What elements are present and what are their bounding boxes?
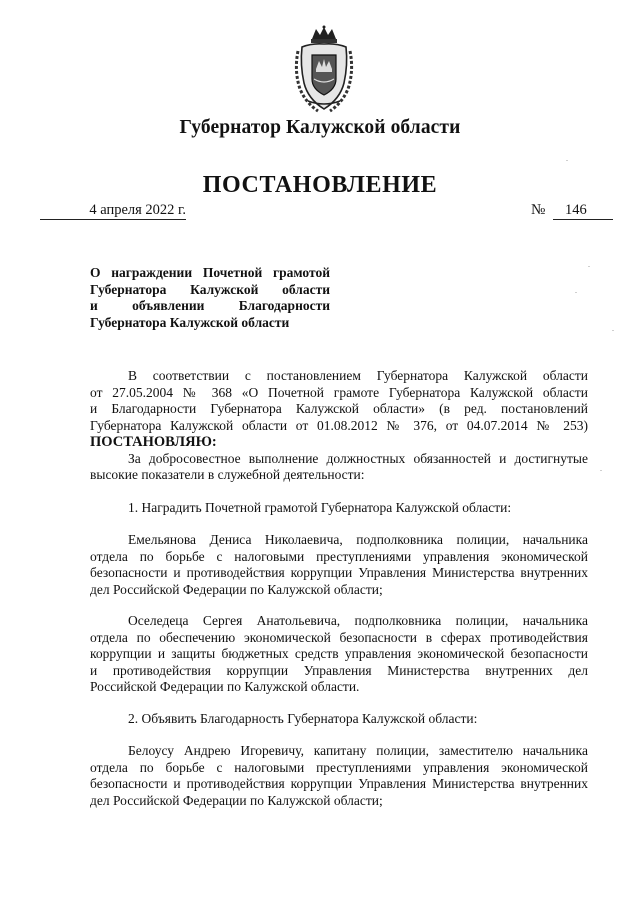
number-label: № xyxy=(531,202,546,218)
item-heading: 2. Объявить Благодарность Губернатора Калужской области: xyxy=(128,711,478,726)
paragraph-line: Российской Федерации по Калужской области. xyxy=(90,679,360,694)
subject-line: и объявлении Благодарности xyxy=(90,298,330,313)
paragraph-line: и противодействия коррупции Управления Министерства внутренних дел xyxy=(90,662,588,678)
item-heading: 1. Наградить Почетной грамотой Губернатора Калужской области: xyxy=(128,500,512,515)
document-type: ПОСТАНОВЛЕНИЕ xyxy=(202,172,438,198)
paragraph-line: безопасности и противодействия коррупции Управления Министерства внутренних xyxy=(90,776,588,791)
kaluga-coat-of-arms-icon xyxy=(292,25,356,113)
scan-speck xyxy=(566,160,568,161)
reason-line: За добросовестное выполнение должностных обязанностей и достигнутые xyxy=(128,450,588,466)
paragraph-line: коррупции и защиты бюджетных средств управления экономической безопасности xyxy=(90,646,588,661)
decree-word: ПОСТАНОВЛЯЮ: xyxy=(90,434,217,450)
authority-title: Губернатор Калужской области xyxy=(179,117,461,138)
preamble-line: и Благодарности Губернатора Калужской области» (в ред. постановлений xyxy=(90,401,588,416)
document-number: 146 xyxy=(553,202,613,220)
paragraph-line: Емельянова Дениса Николаевича, подполковника полиции, начальника xyxy=(128,532,588,547)
paragraph-line: дел Российской Федерации по Калужской области; xyxy=(90,792,383,808)
subject-line: О награждении Почетной грамотой xyxy=(90,265,330,280)
paragraph-line: отдела по борьбе с налоговыми преступлениями управления экономической xyxy=(90,759,588,775)
paragraph-line: дел Российской Федерации по Калужской области; xyxy=(90,581,383,597)
preamble-line: от 27.05.2004 № 368 «О Почетной грамоте Губернатора Калужской области xyxy=(90,384,588,400)
scan-speck xyxy=(588,266,590,267)
subject-line: Губернатора Калужской области xyxy=(90,314,290,330)
preamble-line: Губернатора Калужской области от 01.08.2012 № 376, от 04.07.2014 № 253) xyxy=(90,417,588,433)
document-date: 4 апреля 2022 г. xyxy=(40,202,186,220)
scan-speck xyxy=(600,470,602,471)
paragraph-line: Оселедеца Сергея Анатольевича, подполковника полиции, начальника xyxy=(128,613,588,628)
preamble-line: В соответствии с постановлением Губернатора Калужской области xyxy=(128,368,588,383)
paragraph-line: Белоусу Андрею Игоревичу, капитану полиции, заместителю начальника xyxy=(128,743,588,758)
paragraph-line: отдела по борьбе с налоговыми преступлениями управления экономической xyxy=(90,548,588,564)
subject-line: Губернатора Калужской области xyxy=(90,281,330,297)
document-subject xyxy=(90,265,330,331)
paragraph-line: отдела по обеспечению экономической безопасности в сферах противодействия xyxy=(90,629,588,645)
award-paragraph xyxy=(90,532,588,598)
item-heading-1 xyxy=(90,500,588,517)
paragraph-line: безопасности и противодействия коррупции Управления Министерства внутренних xyxy=(90,565,588,580)
preamble xyxy=(90,368,588,484)
scan-speck xyxy=(575,292,577,293)
award-paragraph xyxy=(90,613,588,696)
reason-line: высокие показатели в служебной деятельности: xyxy=(90,467,365,482)
scan-speck xyxy=(612,330,614,331)
item-heading-2 xyxy=(90,711,588,728)
gratitude-paragraph xyxy=(90,743,588,809)
